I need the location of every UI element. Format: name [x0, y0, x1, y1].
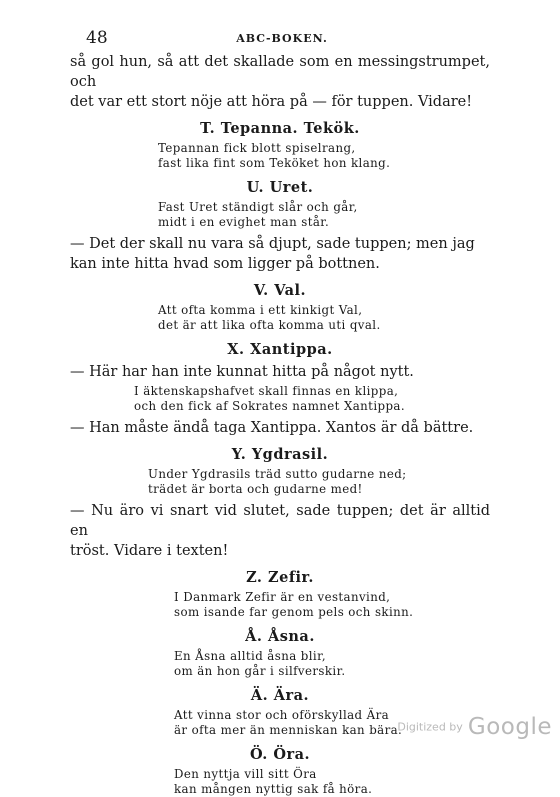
page-header — [86, 28, 478, 48]
entry-heading: X. Xantippa. — [227, 341, 333, 358]
verse-line: Att vinna stor och oförskyllad Ära — [174, 708, 390, 722]
commentary-line: — Det der skall nu vara så djupt, sade tuppen; men jag — [70, 236, 475, 252]
verse — [158, 141, 490, 171]
entry-heading: Ö. Öra. — [249, 746, 311, 763]
verse-line: midt i en evighet man står. — [158, 215, 330, 229]
commentary-paragraph — [70, 234, 490, 274]
page-number: 48 — [86, 28, 108, 48]
commentary-paragraph — [70, 362, 490, 382]
verse-line: är ofta mer än menniskan kan bära. — [174, 723, 403, 737]
verse — [158, 200, 490, 230]
verse — [174, 767, 490, 797]
entry-heading: V. Val. — [253, 282, 307, 299]
entry-heading: Å. Åsna. — [245, 628, 315, 645]
verse-line: trädet är borta och gudarne med! — [148, 482, 363, 496]
entry-heading: T. Tepanna. Tekök. — [200, 120, 360, 137]
commentary-line: kan inte hitta hvad som ligger på bottnen. — [70, 256, 380, 272]
running-title: ABC-BOKEN. — [236, 32, 328, 45]
verse-line: fast lika fint som Teköket hon klang. — [158, 156, 391, 170]
commentary-paragraph — [70, 418, 490, 438]
verse-line: Fast Uret ständigt slår och går, — [158, 200, 358, 214]
verse — [134, 384, 490, 414]
entry-v — [70, 282, 490, 333]
verse-line: Under Ygdrasils träd sutto gudarne ned; — [148, 467, 407, 481]
verse-line: Att ofta komma i ett kinkigt Val, — [158, 303, 363, 317]
verse-line: Den nyttja vill sitt Öra — [174, 767, 317, 781]
entry-a-ring — [70, 628, 490, 679]
entry-heading: Y. Ygdrasil. — [231, 446, 329, 463]
commentary-line: — Här har han inte kunnat hitta på något nytt. — [70, 364, 414, 380]
entry-u — [70, 179, 490, 274]
entry-t — [70, 120, 490, 171]
verse-line: som isande far genom pels och skinn. — [174, 605, 414, 619]
verse — [174, 590, 490, 620]
verse-line: och den fick af Sokrates namnet Xantippa. — [134, 399, 405, 413]
verse — [148, 467, 490, 497]
opening-line-2: det var ett stort nöje att höra på — för tuppen. Vidare! — [70, 94, 473, 110]
verse-line: Tepannan fick blott spiselrang, — [158, 141, 356, 155]
entry-x — [70, 341, 490, 438]
digitized-watermark — [397, 714, 552, 740]
entry-o-umlaut — [70, 746, 490, 797]
page-body — [70, 52, 490, 797]
verse — [174, 649, 490, 679]
commentary-paragraph — [70, 501, 490, 561]
verse-line: En Åsna alltid åsna blir, — [174, 649, 326, 663]
verse — [158, 303, 490, 333]
entry-heading: Ä. Ära. — [250, 687, 310, 704]
entry-z — [70, 569, 490, 620]
opening-line-1: så gol hun, så att det skallade som en messingstrumpet, och — [70, 54, 490, 90]
commentary-line: — Nu äro vi snart vid slutet, sade tuppen; det är alltid en — [70, 503, 490, 539]
commentary-line: — Han måste ändå taga Xantippa. Xantos är då bättre. — [70, 420, 474, 436]
entry-heading: U. Uret. — [246, 179, 314, 196]
entry-y — [70, 446, 490, 561]
verse-line: det är att lika ofta komma uti qval. — [158, 318, 381, 332]
verse-line: kan mången nyttig sak få höra. — [174, 782, 373, 796]
watermark-brand: Google — [467, 714, 552, 740]
verse-line: I äktenskapshafvet skall finnas en klippa, — [134, 384, 399, 398]
entry-heading: Z. Zefir. — [246, 569, 314, 586]
verse-line: I Danmark Zefir är en vestanvind, — [174, 590, 391, 604]
commentary-line: tröst. Vidare i texten! — [70, 543, 229, 559]
verse-line: om än hon går i silfverskir. — [174, 664, 346, 678]
watermark-prefix: Digitized by — [397, 720, 463, 734]
opening-paragraph — [70, 52, 490, 112]
